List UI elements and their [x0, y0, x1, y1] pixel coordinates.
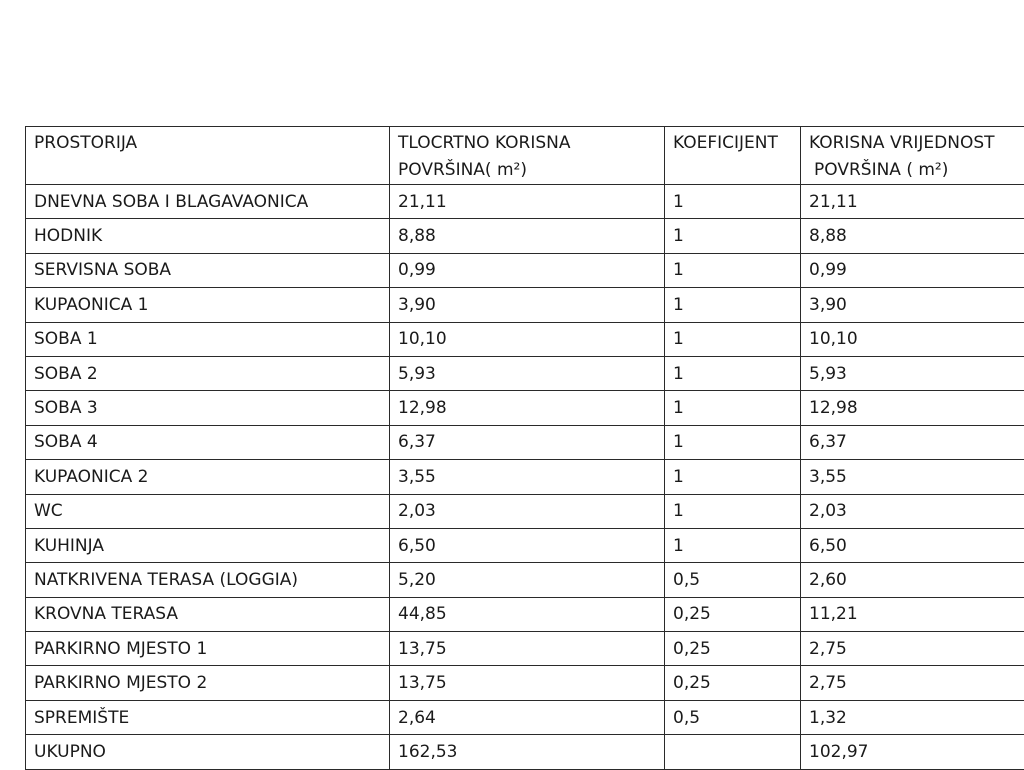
cell-value-area: 2,60 [801, 563, 1024, 597]
header-floor-area-line2: POVRŠINA( m²) [398, 157, 664, 184]
table-row [26, 528, 1024, 562]
cell-value-area: 0,99 [801, 253, 1024, 287]
cell-coefficient: 1 [665, 356, 801, 390]
cell-floor-area: 3,90 [390, 288, 665, 322]
table-row [26, 185, 1024, 219]
cell-coefficient: 1 [665, 391, 801, 425]
header-value-area-line2: POVRŠINA ( m²) [809, 157, 1024, 184]
cell-floor-area: 0,99 [390, 253, 665, 287]
cell-value-area: 3,90 [801, 288, 1024, 322]
cell-floor-area: 12,98 [390, 391, 665, 425]
table-row [26, 253, 1024, 287]
table-row [26, 460, 1024, 494]
table-row [26, 563, 1024, 597]
table-row [26, 666, 1024, 700]
cell-room: NATKRIVENA TERASA (LOGGIA) [26, 563, 390, 597]
cell-value-area: 11,21 [801, 597, 1024, 631]
cell-floor-area: 10,10 [390, 322, 665, 356]
table-row [26, 597, 1024, 631]
cell-coefficient [665, 735, 801, 769]
header-room-label: PROSTORIJA [34, 130, 389, 157]
cell-coefficient: 1 [665, 528, 801, 562]
cell-room: KUPAONICA 2 [26, 460, 390, 494]
header-value-area-line1: KORISNA VRIJEDNOST [809, 130, 1024, 157]
cell-coefficient: 1 [665, 185, 801, 219]
header-room [26, 127, 390, 185]
cell-room: WC [26, 494, 390, 528]
table-row [26, 288, 1024, 322]
cell-floor-area: 5,20 [390, 563, 665, 597]
cell-room: SOBA 4 [26, 425, 390, 459]
cell-room: UKUPNO [26, 735, 390, 769]
cell-value-area: 12,98 [801, 391, 1024, 425]
cell-value-area: 3,55 [801, 460, 1024, 494]
table-row [26, 632, 1024, 666]
cell-value-area: 2,03 [801, 494, 1024, 528]
cell-value-area: 10,10 [801, 322, 1024, 356]
table-row [26, 219, 1024, 253]
header-floor-area [390, 127, 665, 185]
table-row [26, 322, 1024, 356]
cell-value-area: 102,97 [801, 735, 1024, 769]
area-table [25, 126, 1024, 770]
table-row [26, 494, 1024, 528]
cell-coefficient: 0,25 [665, 666, 801, 700]
cell-coefficient: 0,5 [665, 700, 801, 734]
header-value-area [801, 127, 1024, 185]
cell-room: SOBA 3 [26, 391, 390, 425]
cell-value-area: 5,93 [801, 356, 1024, 390]
cell-floor-area: 13,75 [390, 632, 665, 666]
cell-value-area: 8,88 [801, 219, 1024, 253]
cell-floor-area: 8,88 [390, 219, 665, 253]
header-floor-area-line1: TLOCRTNO KORISNA [398, 130, 664, 157]
header-coefficient [665, 127, 801, 185]
cell-coefficient: 1 [665, 425, 801, 459]
cell-coefficient: 0,25 [665, 597, 801, 631]
cell-room: SOBA 2 [26, 356, 390, 390]
cell-floor-area: 44,85 [390, 597, 665, 631]
cell-room: SOBA 1 [26, 322, 390, 356]
cell-room: KROVNA TERASA [26, 597, 390, 631]
cell-value-area: 21,11 [801, 185, 1024, 219]
cell-room: HODNIK [26, 219, 390, 253]
cell-coefficient: 1 [665, 494, 801, 528]
table-row [26, 425, 1024, 459]
cell-room: DNEVNA SOBA I BLAGAVAONICA [26, 185, 390, 219]
cell-value-area: 6,37 [801, 425, 1024, 459]
cell-coefficient: 0,25 [665, 632, 801, 666]
cell-coefficient: 1 [665, 322, 801, 356]
cell-floor-area: 21,11 [390, 185, 665, 219]
cell-floor-area: 5,93 [390, 356, 665, 390]
cell-value-area: 2,75 [801, 632, 1024, 666]
cell-value-area: 2,75 [801, 666, 1024, 700]
header-coefficient-label: KOEFICIJENT [673, 130, 800, 157]
cell-room: KUPAONICA 1 [26, 288, 390, 322]
cell-room: KUHINJA [26, 528, 390, 562]
table-row [26, 356, 1024, 390]
cell-floor-area: 162,53 [390, 735, 665, 769]
table-body [26, 127, 1024, 770]
cell-floor-area: 3,55 [390, 460, 665, 494]
cell-floor-area: 2,64 [390, 700, 665, 734]
cell-coefficient: 1 [665, 253, 801, 287]
cell-room: SPREMIŠTE [26, 700, 390, 734]
cell-room: PARKIRNO MJESTO 2 [26, 666, 390, 700]
cell-floor-area: 13,75 [390, 666, 665, 700]
cell-coefficient: 0,5 [665, 563, 801, 597]
table-row [26, 700, 1024, 734]
table-row [26, 391, 1024, 425]
table-header-row [26, 127, 1024, 185]
cell-coefficient: 1 [665, 288, 801, 322]
cell-coefficient: 1 [665, 219, 801, 253]
cell-room: PARKIRNO MJESTO 1 [26, 632, 390, 666]
cell-floor-area: 6,50 [390, 528, 665, 562]
cell-room: SERVISNA SOBA [26, 253, 390, 287]
cell-coefficient: 1 [665, 460, 801, 494]
cell-floor-area: 2,03 [390, 494, 665, 528]
cell-value-area: 1,32 [801, 700, 1024, 734]
cell-floor-area: 6,37 [390, 425, 665, 459]
table-total-row [26, 735, 1024, 769]
cell-value-area: 6,50 [801, 528, 1024, 562]
